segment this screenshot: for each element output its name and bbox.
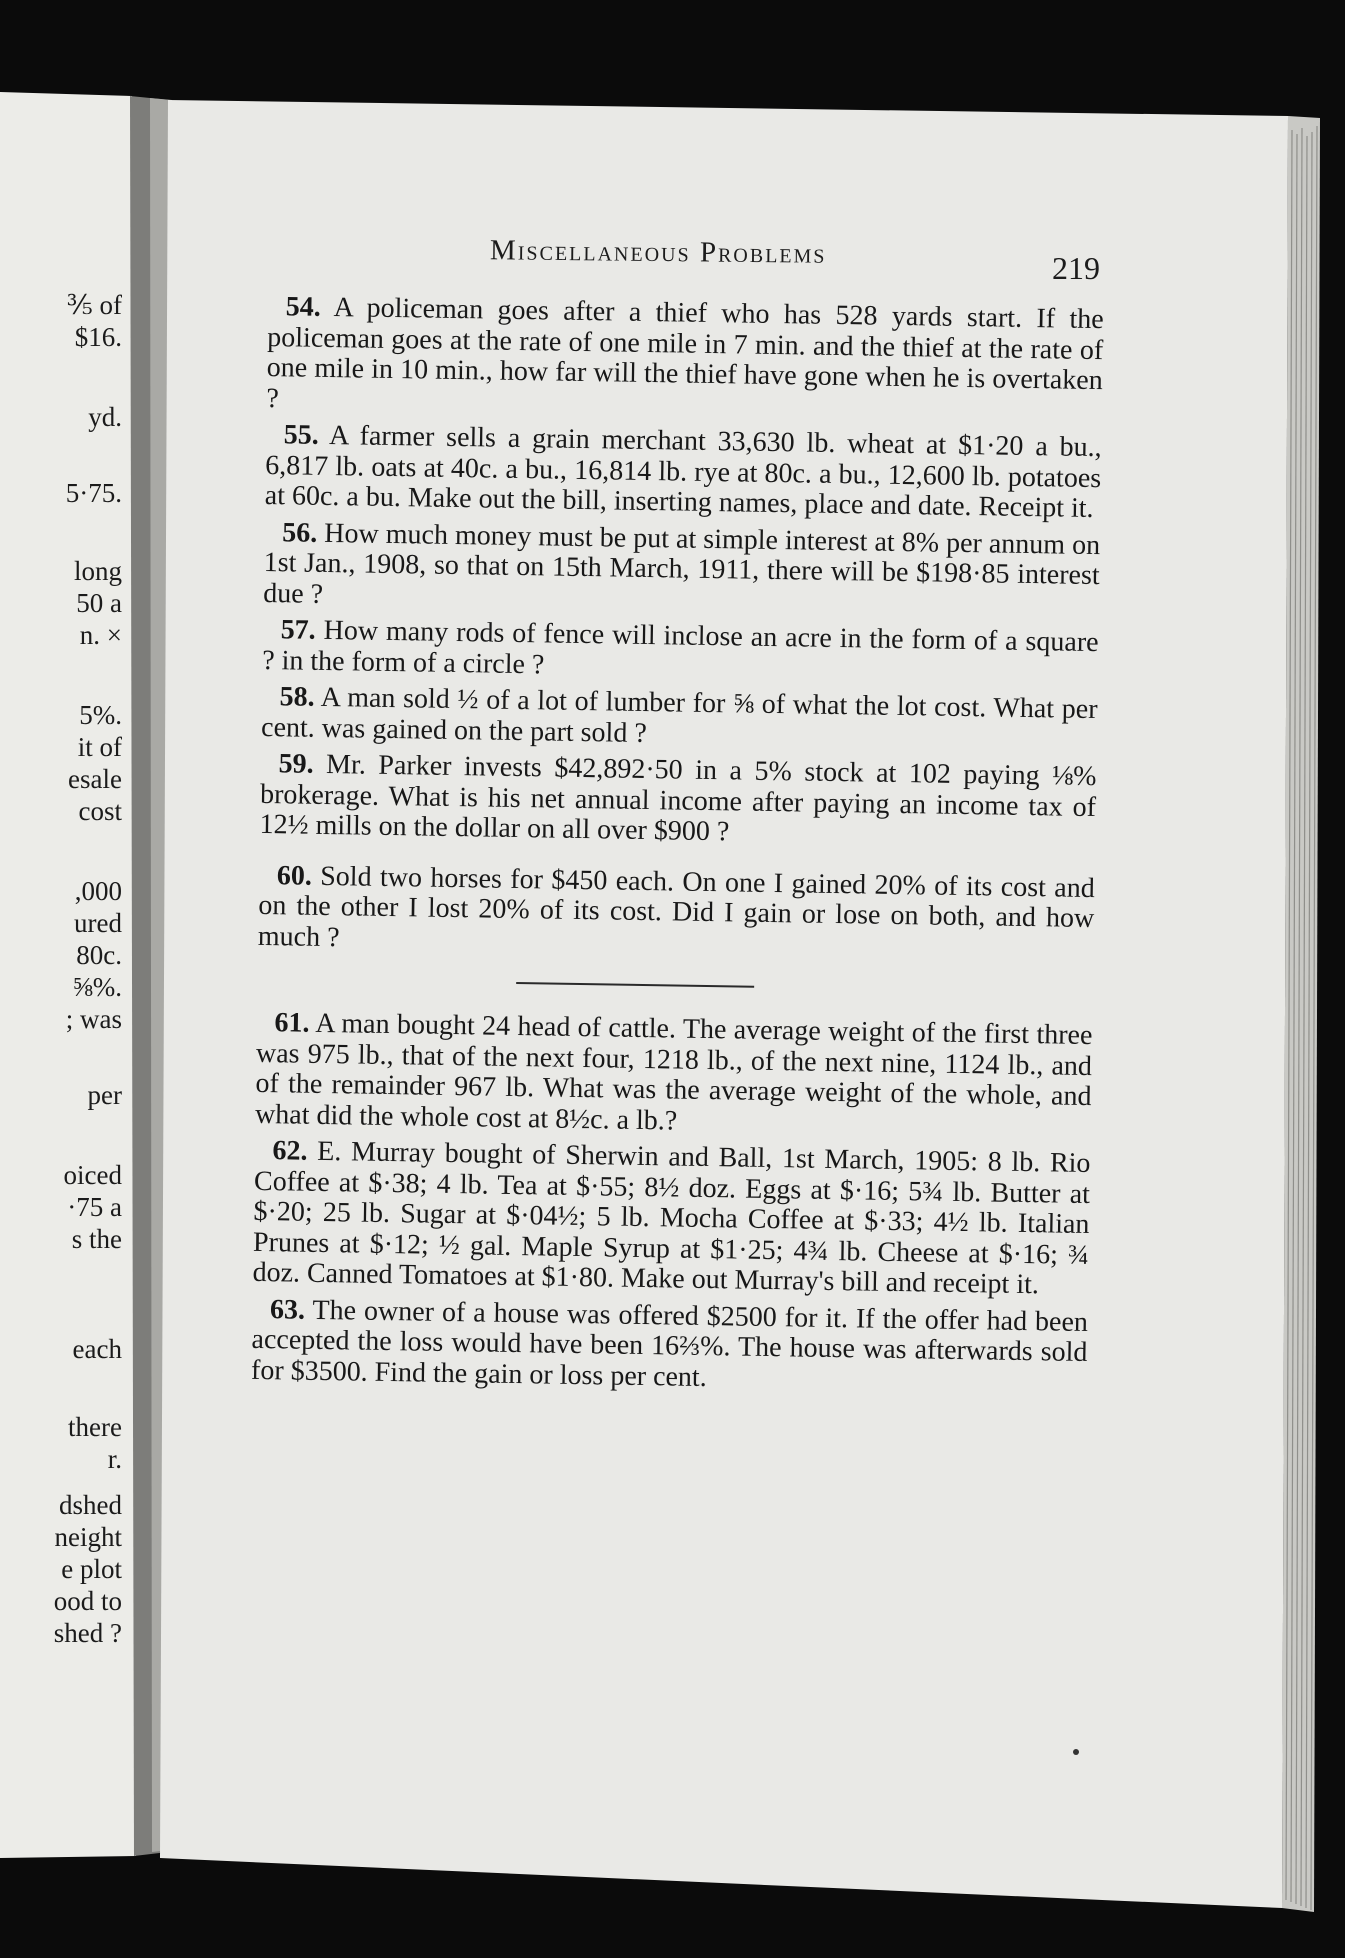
left-page-fragment: n. ×: [79, 620, 122, 650]
left-page-fragment: $16.: [74, 322, 122, 352]
problem-text: E. Murray bought of Sherwin and Ball, 1st March, 1905: 8 lb. Rio Coffee at $·38; 4 lb. Tea at $·55; 8½ doz. Eggs at $·16; 5¾ lb. Butter at $·20; 25 lb. Sugar at $·04½; 5 lb. Mocha Coffee at $·33; 4½ lb. Italian Prunes at $·12; ½ gal. Maple Syrup at $1·25; 4¾ lb. Cheese at $·16; ¾ doz. Canned Tomatoes at $1·80. Make out Murray's bill and receipt it.: [252, 1135, 1091, 1301]
section-divider-rule: [516, 982, 754, 988]
left-page-fragment: yd.: [88, 402, 122, 432]
problem-57: [262, 615, 1099, 689]
problem-59: [259, 749, 1096, 854]
left-page-fragment: neight: [54, 1522, 122, 1552]
left-page-fragment: it of: [77, 732, 122, 762]
left-page-fragment: 5·75.: [65, 478, 122, 508]
problem-text: How much money must be put at simple interest at 8% per annum on 1st Jan., 1908, so that on 15th March, 1911, there will be $198·85 interest due ?: [263, 517, 1101, 610]
problem-number: 58.: [279, 681, 315, 713]
problem-number: 54.: [285, 291, 322, 323]
left-page-fragment: ,000: [74, 876, 122, 906]
left-page-fragment: ⅗ of: [66, 290, 122, 320]
problem-63: [251, 1294, 1088, 1399]
problem-text: How many rods of fence will inclose an acre in the form of a square ? in the form of a circle ?: [261, 614, 1099, 680]
left-page-fragment: 80c.: [76, 940, 122, 970]
problem-55: [265, 420, 1102, 525]
problem-62: [252, 1136, 1090, 1302]
left-page-fragment: e plot: [61, 1554, 122, 1584]
left-page-fragment: 50 a: [76, 588, 122, 618]
left-page-fragment: ood to: [53, 1586, 122, 1616]
left-page-fragment: per: [87, 1080, 122, 1110]
problem-number: 59.: [278, 748, 314, 780]
left-page-sheet: [0, 92, 136, 1858]
problem-54: [266, 292, 1104, 427]
left-page-fragment: dshed: [59, 1490, 122, 1520]
problem-number: 60.: [276, 859, 313, 892]
speck-mark: [1073, 1749, 1079, 1755]
problem-text: A man bought 24 head of cattle. The average weight of the first three was 975 lb., that of the next four, 1218 lb., of the next nine, 1124 lb., and of the remainder 967 lb. What was the average weight of the whole, and what did the whole cost at 8½c. a lb.?: [254, 1007, 1093, 1137]
problem-61: [255, 1008, 1093, 1143]
problem-60: [258, 860, 1095, 965]
problem-number: 56.: [281, 516, 318, 549]
left-page-fragment: s the: [71, 1224, 122, 1254]
left-page-fragment: esale: [68, 764, 122, 794]
problem-number: 63.: [269, 1293, 306, 1326]
left-page-fragment: ; was: [65, 1004, 122, 1034]
left-page-fragment: there: [68, 1412, 122, 1442]
left-page-fragment: ⅝%.: [72, 972, 122, 1002]
left-page-fragment: long: [73, 556, 122, 586]
left-page-fragment: ured: [74, 908, 122, 938]
problem-number: 55.: [283, 419, 319, 451]
left-page-fragment: oiced: [63, 1160, 122, 1190]
problem-number: 61.: [274, 1007, 310, 1039]
left-page-fragment: cost: [78, 796, 122, 826]
problem-text: A man sold ½ of a lot of lumber for ⅝ of what the lot cost. What per cent. was gained on the part sold ?: [260, 681, 1098, 749]
page-number: 219: [1052, 250, 1100, 286]
problem-text: The owner of a house was offered $2500 for it. If the offer had been accepted the loss would have been 16⅔%. The house was afterwards sold for $3500. Find the gain or loss per cent.: [250, 1294, 1089, 1393]
left-page-fragment: ·75 a: [67, 1192, 122, 1222]
problem-56: [263, 517, 1100, 622]
left-page-fragment: each: [72, 1334, 122, 1364]
problem-58: [261, 682, 1098, 756]
problem-column: [251, 292, 1104, 1405]
problem-text: Sold two horses for $450 each. On one I gained 20% of its cost and on the other I lost 20% of its cost. Did I gain or lose on both, and how much ?: [257, 860, 1095, 953]
problem-text: A farmer sells a grain merchant 33,630 lb. wheat at $1·20 a bu., 6,817 lb. oats at 40c. a bu., 16,814 lb. rye at 80c. a bu., 12,600 lb. potatoes at 60c. a bu. Make out the bill, inserting names, place and date. Receipt it.: [264, 419, 1102, 524]
problem-text: A policeman goes after a thief who has 528 yards start. If the policeman goes at the rate of one mile in 7 min. and the thief at the rate of one mile in 10 min., how far will the thief have gone when he is overtaken ?: [266, 292, 1104, 414]
problem-number: 57.: [280, 614, 316, 646]
left-page-fragment: r.: [107, 1444, 122, 1474]
running-head: Miscellaneous Problems: [489, 234, 827, 270]
left-page-fragment: shed ?: [53, 1618, 122, 1648]
left-page-fragment: 5%.: [79, 700, 122, 730]
problem-text: Mr. Parker invests $42,892·50 in a 5% stock at 102 paying ⅛% brokerage. What is his net annual income after paying an income tax of 12½ mills on the dollar on all over $900 ?: [259, 748, 1097, 848]
problem-number: 62.: [272, 1135, 308, 1167]
